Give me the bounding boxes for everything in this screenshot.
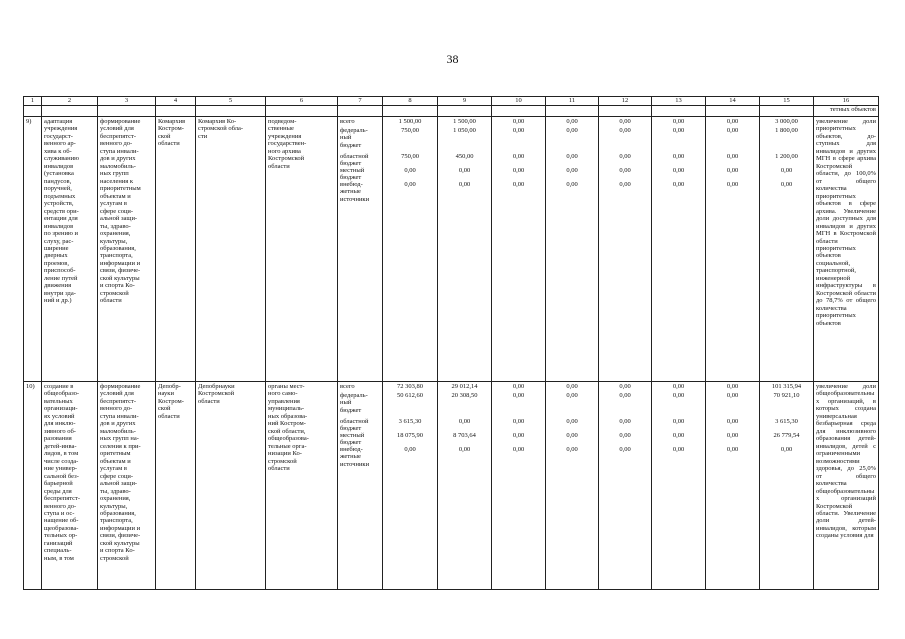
funding-c10-value: 0,00 — [512, 418, 525, 425]
col-num-13: 13 — [652, 97, 706, 106]
funding-c9-value: 1 050,00 — [453, 127, 476, 134]
funding-c10-value: 0,00 — [512, 118, 525, 125]
executor: Депобрнауки Костромской области — [196, 382, 266, 590]
funding-source — [338, 117, 383, 382]
funding-c15 — [760, 117, 814, 382]
funding-c13-value: 0,00 — [672, 383, 685, 390]
col-num-16: 16 — [814, 97, 879, 106]
funding-source — [338, 382, 383, 590]
funding-c14-value: 0,00 — [726, 118, 739, 125]
funding-c8-value: 0,00 — [404, 181, 416, 188]
funding-c11-value: 0,00 — [566, 181, 578, 188]
col-num-10: 10 — [492, 97, 546, 106]
col-num-11: 11 — [546, 97, 599, 106]
funding-c8 — [383, 382, 438, 590]
funding-source-value: федераль- ный бюджет — [340, 392, 368, 414]
funding-c8-value: 18 075,90 — [397, 432, 423, 439]
col-num-2: 2 — [42, 97, 98, 106]
funding-c10-value: 0,00 — [512, 392, 525, 399]
participants: органы мест- ного само- управления муниципаль- ных образова- ний Костром- ской области, общеобразова- тельные орга- низации Ко- стромской области — [266, 382, 338, 590]
funding-c8-value: 50 612,60 — [397, 392, 423, 399]
funding-c13-value: 0,00 — [672, 181, 685, 188]
funding-c11-value: 0,00 — [566, 418, 578, 425]
funding-c14 — [706, 117, 760, 382]
expected-result: увеличение доли приоритетных объектов, до-ступных для инвалидов и других МГН в сфере архива Костромской области, до 100,0% от общего количества приоритетных объектов в сфере архива. Увеличение доли доступных для инвалидов и других МГН в Костромской области приоритетных объектов социальной, транспортной, инженерной инфраструктуры в Костромской области до 78,7% от общего количества приоритетных объектов — [814, 117, 879, 382]
funding-c12 — [599, 382, 652, 590]
funding-c11-value: 0,00 — [566, 432, 578, 439]
col-num-12: 12 — [599, 97, 652, 106]
funding-c14-value: 0,00 — [726, 392, 739, 399]
funding-c14-value: 0,00 — [726, 446, 739, 453]
funding-c11-value: 0,00 — [566, 446, 578, 453]
funding-c11-value: 0,00 — [566, 392, 578, 399]
col-num-15: 15 — [760, 97, 814, 106]
funding-c9-value: 0,00 — [458, 446, 471, 453]
col-num-5: 5 — [196, 97, 266, 106]
funding-c14-value: 0,00 — [726, 167, 739, 174]
table-body — [24, 97, 879, 590]
funding-source-value: областной бюджет — [340, 418, 369, 432]
funding-c10-value: 0,00 — [512, 432, 525, 439]
col-num-1: 1 — [24, 97, 42, 106]
funding-c8-value: 0,00 — [404, 446, 416, 453]
funding-c9 — [438, 117, 492, 382]
funding-c15-value: 26 779,54 — [773, 432, 800, 439]
funding-source-value: местный бюджет — [340, 167, 365, 181]
funding-c13 — [652, 382, 706, 590]
coordinator: Депобр- науки Костром- ской области — [156, 382, 196, 590]
funding-c12-value: 0,00 — [619, 383, 631, 390]
funding-c15 — [760, 382, 814, 590]
funding-c11-value: 0,00 — [566, 153, 578, 160]
funding-c14-value: 0,00 — [726, 181, 739, 188]
funding-c8-value: 750,00 — [401, 153, 419, 160]
funding-c15-value: 0,00 — [780, 446, 793, 453]
funding-c10 — [492, 117, 546, 382]
funding-c11-value: 0,00 — [566, 383, 578, 390]
funding-c14-value: 0,00 — [726, 383, 739, 390]
funding-c9-value: 0,00 — [458, 167, 471, 174]
funding-c9-value: 8 703,64 — [453, 432, 476, 439]
funding-c13-value: 0,00 — [672, 418, 685, 425]
funding-c11 — [546, 382, 599, 590]
continuation-text: тетных объектов — [814, 106, 879, 117]
funding-c15-value: 101 315,94 — [771, 383, 802, 390]
funding-c12-value: 0,00 — [619, 418, 631, 425]
funding-c9-value: 450,00 — [455, 153, 474, 160]
funding-c9-value: 20 308,50 — [451, 392, 478, 399]
funding-source-value: федераль- ный бюджет — [340, 127, 368, 149]
funding-c9 — [438, 382, 492, 590]
col-num-7: 7 — [338, 97, 383, 106]
funding-c8 — [383, 117, 438, 382]
funding-c13-value: 0,00 — [672, 127, 685, 134]
funding-c12-value: 0,00 — [619, 153, 631, 160]
funding-c9-value: 1 500,00 — [453, 118, 476, 125]
funding-c12-value: 0,00 — [619, 181, 631, 188]
measure-goal: формирование условий для беспрепятст- венного до- ступа инвали- дов и других маломобиль- ных групп населения к приоритетным объектам и услугам в сфере соци- альной защи- ты, здраво- охранения, культуры, образования, транспорта, информации и связи, физиче- ской культуры и спорта Ко- стромской области — [98, 117, 156, 382]
funding-c14-value: 0,00 — [726, 418, 739, 425]
funding-c14-value: 0,00 — [726, 432, 739, 439]
funding-c12-value: 0,00 — [619, 392, 631, 399]
funding-c8-value: 3 615,30 — [398, 418, 422, 425]
funding-source-value: областной бюджет — [340, 153, 369, 167]
column-number-row — [24, 97, 879, 106]
funding-c9-value: 0,00 — [458, 181, 471, 188]
program-table — [23, 96, 879, 590]
expected-result: увеличение доли общеобразовательных организаций, в которых создана универсальная безбарьерная среда для инклюзивного образования детей-инвалидов, детей с ограниченными возможностями здоровья, до 25,0% от общего количества общеобразовательных организаций Костромской области. Увеличение доли детей-инвалидов, которым созданы условия для — [814, 382, 879, 590]
participants: подведом- ственные учреждения государствен- ного архива Костромской области — [266, 117, 338, 382]
table-row — [24, 382, 879, 590]
col-num-4: 4 — [156, 97, 196, 106]
funding-c15-value: 70 921,10 — [773, 392, 800, 399]
continuation-row — [24, 106, 879, 117]
funding-c12 — [599, 117, 652, 382]
funding-c15-value: 3 615,30 — [775, 418, 798, 425]
row-number: 9) — [24, 117, 42, 382]
funding-c8-value: 72 303,80 — [397, 383, 423, 390]
funding-c15-value: 0,00 — [780, 181, 793, 188]
funding-c15-value: 0,00 — [780, 167, 793, 174]
col-num-8: 8 — [383, 97, 438, 106]
funding-c13-value: 0,00 — [672, 432, 685, 439]
funding-c15-value: 1 200,00 — [775, 153, 798, 160]
funding-c15-value: 1 800,00 — [775, 127, 798, 134]
page-number: 38 — [446, 52, 459, 66]
row-number: 10) — [24, 382, 42, 590]
col-num-3: 3 — [98, 97, 156, 106]
funding-c12-value: 0,00 — [619, 446, 631, 453]
funding-c13-value: 0,00 — [672, 446, 685, 453]
funding-c14 — [706, 382, 760, 590]
funding-c11-value: 0,00 — [566, 167, 578, 174]
funding-source-value: внебюд- жетные источники — [340, 181, 370, 203]
funding-c12-value: 0,00 — [619, 432, 631, 439]
funding-c12-value: 0,00 — [619, 118, 631, 125]
funding-c13-value: 0,00 — [672, 167, 685, 174]
measure-goal: формирование условий для беспрепятст- венного до- ступа инвали- дов и других маломобиль- ных групп на- селения к при- оритетным объектам и услугам в сфере соци- альной защи- ты, здраво- охранения, культуры, образования, транспорта, информации и связи, физиче- ской культуры и спорта Ко- стромской — [98, 382, 156, 590]
funding-source-value: внебюд- жетные источники — [340, 446, 370, 468]
executor: Комархив Ко- стромской обла- сти — [196, 117, 266, 382]
measure-name: адаптация учреждения государст- венного ар- хива к об- служиванию инвалидов (установка пандусов, поручней, подъемных устройств, средств ори- ентации для инвалидов по зрению и слуху, рас- ширение дверных проемов, приспособ- ление путей движения внутри зда- ний и др.) — [42, 117, 98, 382]
funding-c9-value: 0,00 — [458, 418, 471, 425]
col-num-9: 9 — [438, 97, 492, 106]
funding-c11-value: 0,00 — [566, 118, 578, 125]
funding-c13-value: 0,00 — [672, 153, 685, 160]
funding-c13-value: 0,00 — [672, 392, 685, 399]
measure-name: создание в общеобразо- вательных организаци- ях условий для инклю- зивного об- разования детей-инва- лидов, в том числе созда- ние универ- сальной без- барьерной среды для беспрепятст- венного до- ступа и ос- нащение об- щеобразова- тельных ор- ганизаций специаль- ным, в том — [42, 382, 98, 590]
funding-c8-value: 750,00 — [401, 127, 419, 134]
funding-c13-value: 0,00 — [672, 118, 685, 125]
funding-c14-value: 0,00 — [726, 153, 739, 160]
funding-source-value: всего — [340, 383, 355, 390]
funding-c8-value: 1 500,00 — [398, 118, 422, 125]
funding-c8-value: 0,00 — [404, 167, 416, 174]
funding-source-value: всего — [340, 118, 355, 125]
funding-c10-value: 0,00 — [512, 153, 525, 160]
table-row — [24, 117, 879, 382]
funding-c10-value: 0,00 — [512, 127, 525, 134]
funding-c10-value: 0,00 — [512, 383, 525, 390]
funding-c10-value: 0,00 — [512, 181, 525, 188]
funding-c11 — [546, 117, 599, 382]
funding-c9-value: 29 012,14 — [451, 383, 478, 390]
funding-c15-value: 3 000,00 — [775, 118, 798, 125]
col-num-6: 6 — [266, 97, 338, 106]
col-num-14: 14 — [706, 97, 760, 106]
funding-source-value: местный бюджет — [340, 432, 365, 446]
funding-c11-value: 0,00 — [566, 127, 578, 134]
funding-c14-value: 0,00 — [726, 127, 739, 134]
coordinator: Комархив Костром- ской области — [156, 117, 196, 382]
funding-c10-value: 0,00 — [512, 167, 525, 174]
funding-c13 — [652, 117, 706, 382]
funding-c10 — [492, 382, 546, 590]
funding-c12-value: 0,00 — [619, 127, 631, 134]
funding-c12-value: 0,00 — [619, 167, 631, 174]
funding-c10-value: 0,00 — [512, 446, 525, 453]
